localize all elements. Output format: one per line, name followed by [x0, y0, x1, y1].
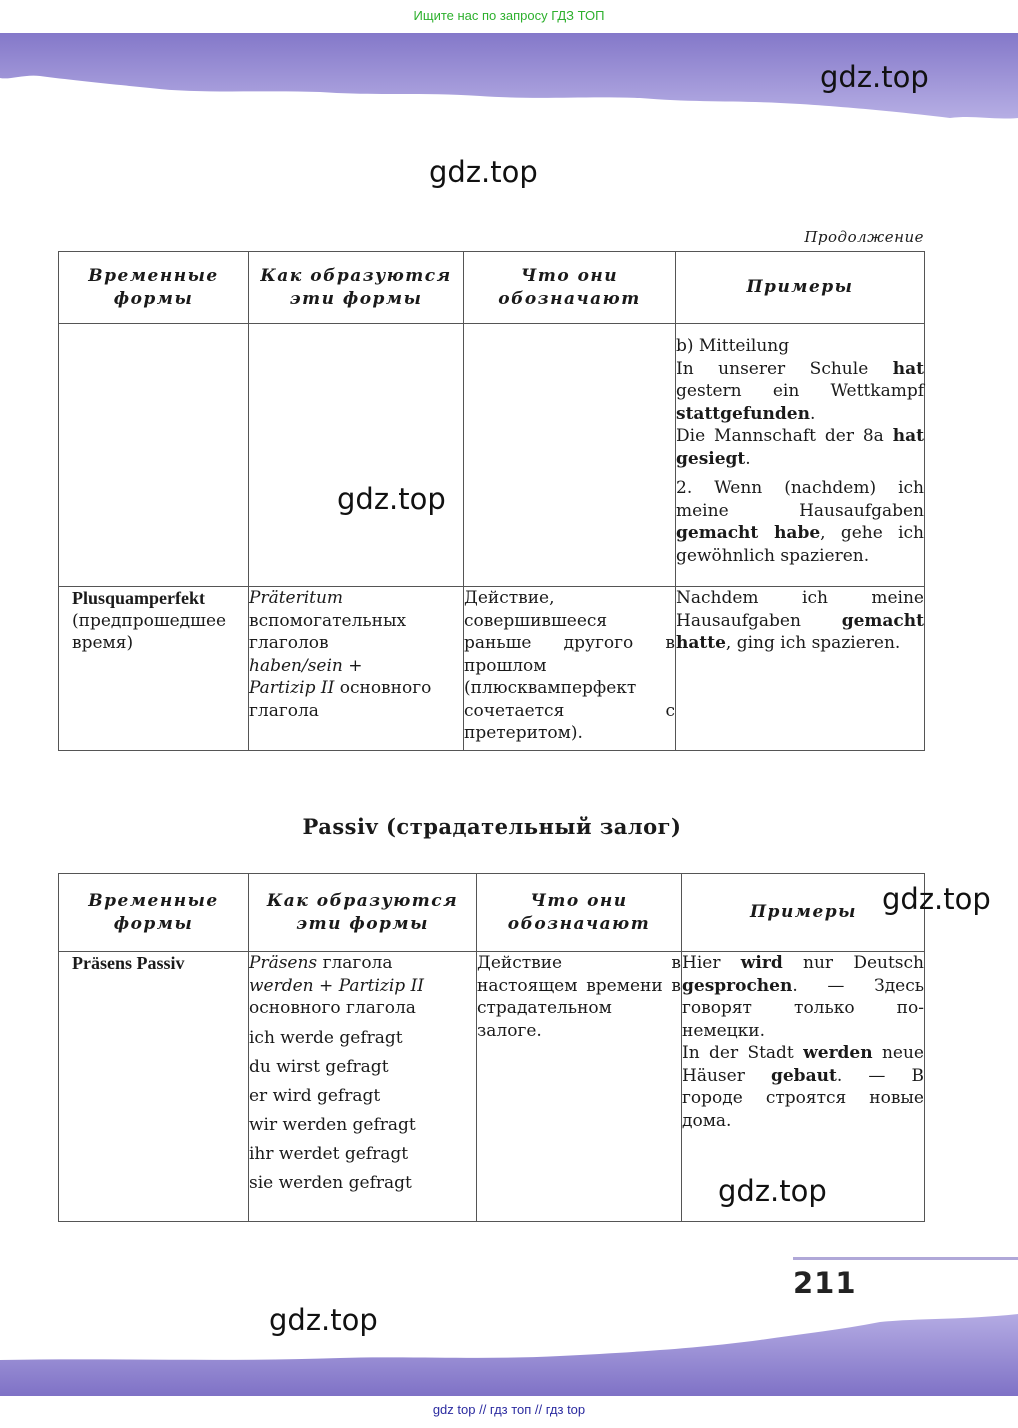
bottom-note: gdz top // гдз топ // гдз top — [432, 1402, 586, 1417]
form-cell — [59, 587, 249, 751]
examples-cell: Nachdem ich meine Hausaufgaben gemacht hatte, ging ich spazieren. — [676, 587, 925, 751]
bottom-decorative-band — [0, 1300, 1018, 1400]
watermark: gdz.top — [718, 1174, 827, 1208]
example-sentence: In unserer Schule hat gestern ein Wettkampf stattgefunden. — [676, 358, 924, 424]
header-formation: Как образуются эти формы — [249, 874, 477, 952]
header-meaning: Что они обозначают — [464, 252, 676, 324]
empty-cell — [464, 324, 676, 587]
table-header-row — [59, 252, 925, 324]
section-title: Passiv (страдательный залог) — [302, 814, 682, 839]
conjugation-list — [249, 1024, 476, 1198]
meaning-cell: Действие в настоящем времени в страдательном залоге. — [477, 952, 682, 1222]
conjugation-line: ihr werdet gefragt — [249, 1143, 409, 1164]
watermark: gdz.top — [269, 1303, 378, 1337]
formation-cell: Präteritum вспомогательных глаголов haben/sein + Partizip II основного глагола — [249, 587, 464, 751]
grammar-table-continued — [58, 251, 925, 751]
header-examples: Примеры gdz.top — [682, 874, 925, 952]
watermark: gdz.top — [337, 482, 446, 516]
header-forms: Временные формы — [59, 874, 249, 952]
form-name: Präsens Passiv — [72, 953, 185, 973]
conjugation-line: er wird gefragt — [249, 1085, 381, 1106]
empty-cell — [59, 324, 249, 587]
header-formation: Как образуются эти формы — [249, 252, 464, 324]
watermark: gdz.top — [820, 60, 929, 94]
form-cell — [59, 952, 249, 1222]
watermark: gdz.top — [429, 155, 538, 189]
page-number-rule — [793, 1257, 1018, 1260]
example-label: b) Mitteilung — [676, 336, 790, 356]
form-name: Plusquamperfekt — [72, 588, 206, 608]
meaning-cell: Действие, совершившееся раньше другого в прошлом (плюсквамперфект сочетается с претеритом). — [464, 587, 676, 751]
top-note: Ищите нас по запросу ГДЗ ТОП — [413, 8, 605, 23]
page-number: 211 — [793, 1266, 857, 1300]
table-row — [59, 587, 925, 751]
example-sentence: In der Stadt werden neue Häuser gebaut. — В городе строятся новые дома. — [682, 1043, 924, 1131]
example-sentence: Die Mannschaft der 8a hat gesiegt. — [676, 426, 924, 469]
example-sentence: Hier wird nur Deutsch gesprochen. — Здесь говорят только по-немецки. — [682, 953, 925, 1041]
conjugation-line: du wirst gefragt — [249, 1056, 389, 1077]
examples-cell — [682, 952, 925, 1222]
table-row — [59, 324, 925, 587]
formation-cell: Präsens глагола werden + Partizip II основного глагола ich werde gefragt du wirst gefragt er wird gefragt wir werden gefragt ihr werdet gefragt sie werden gefragt — [249, 952, 477, 1222]
form-translation: (предпрошедшее время) — [72, 610, 227, 653]
conjugation-line: wir werden gefragt — [249, 1114, 416, 1135]
examples-cell — [676, 324, 925, 587]
continuation-label: Продолжение — [804, 228, 924, 246]
conjugation-line: ich werde gefragt — [249, 1027, 403, 1048]
header-forms: Временные формы — [59, 252, 249, 324]
conjugation-line: sie werden gefragt — [249, 1172, 412, 1193]
empty-cell — [249, 324, 464, 587]
example-sentence: 2. Wenn (nachdem) ich meine Hausaufgaben gemacht habe, gehe ich gewöhnlich spazieren. — [676, 478, 924, 566]
header-meaning: Что они обозначают — [477, 874, 682, 952]
passive-table — [58, 873, 991, 1222]
header-examples: Примеры — [676, 252, 925, 324]
table-row — [59, 952, 925, 1222]
table-header-row — [59, 874, 925, 952]
watermark: gdz.top — [882, 882, 991, 916]
